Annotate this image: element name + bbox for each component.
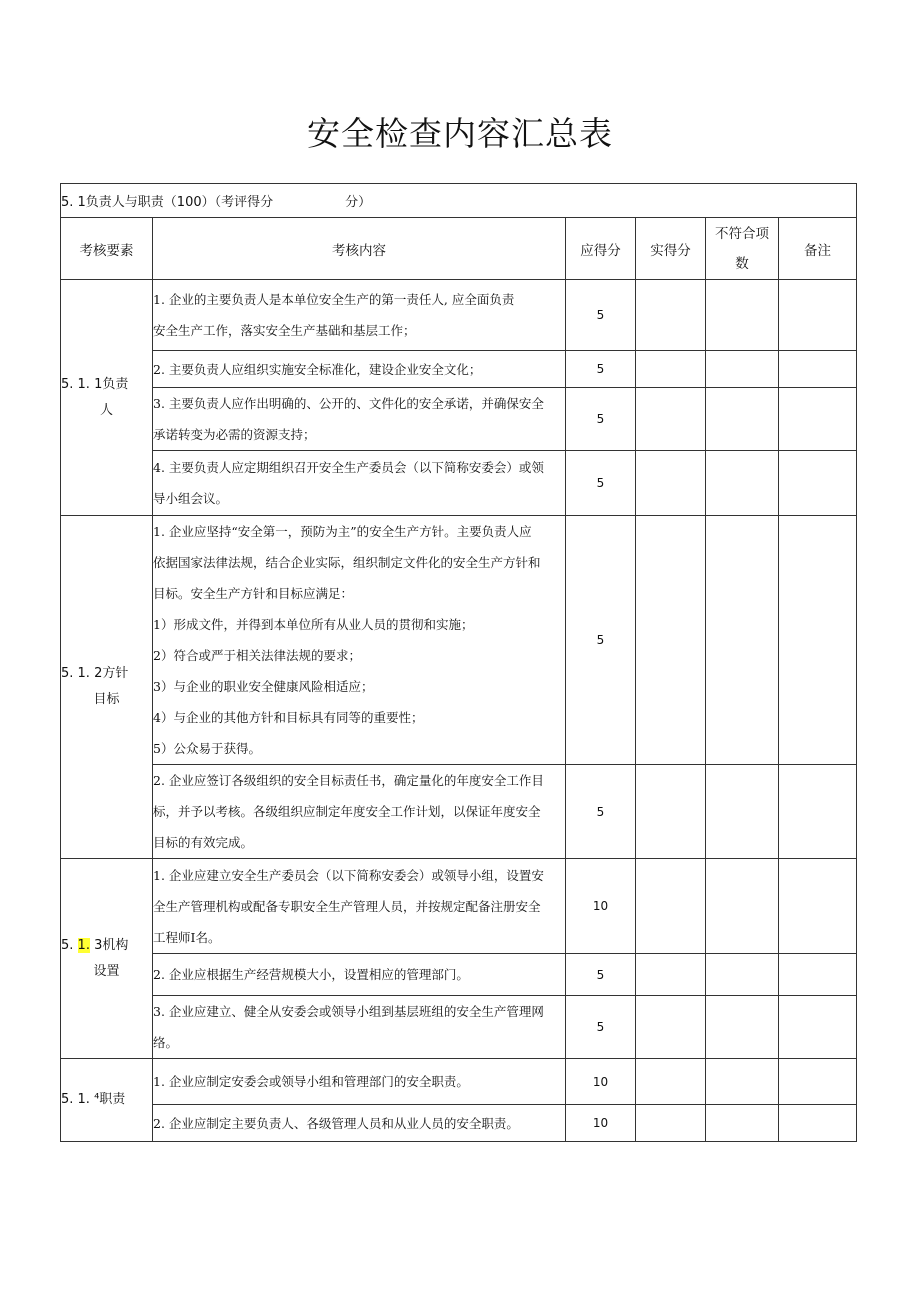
due-score: 10 [566,1105,636,1142]
content-line: 1. 企业应坚持“安全第一，预防为主”的安全生产方针。主要负责人应 [153,524,532,539]
due-score: 5 [566,996,636,1059]
nonconform-input[interactable] [706,1105,779,1142]
content-cell [153,954,566,996]
content-line: 导小组会议。 [153,491,229,506]
element-cell [61,280,153,516]
table-row [61,954,857,996]
table-row [61,1059,857,1105]
content-cell [153,451,566,516]
nonconform-input[interactable] [706,451,779,516]
due-score: 10 [566,859,636,954]
content-line: 全生产管理机构或配备专职安全生产管理人员，并按规定配备注册安全 [153,898,541,914]
section-suffix: 分） [345,195,372,210]
due-score: 5 [566,516,636,765]
content-line: 2. 主要负责人应组织实施安全标准化，建设企业安全文化； [153,361,482,377]
nonconform-input[interactable] [706,351,779,388]
element-name: 设置 [93,963,120,979]
actual-score-input[interactable] [636,996,706,1059]
due-score: 5 [566,388,636,451]
remark-input[interactable] [779,280,857,351]
content-cell [153,516,566,765]
content-line: 3）与企业的职业安全健康风险相适应； [153,679,374,694]
content-line: 5）公众易于获得。 [153,741,261,756]
remark-input[interactable] [779,388,857,451]
content-cell [153,351,566,388]
due-score: 5 [566,954,636,996]
content-line: 目标。安全生产方针和目标应满足： [153,586,354,601]
nonconform-input[interactable] [706,765,779,859]
nonconform-input[interactable] [706,280,779,351]
table-row [61,388,857,451]
header-element: 考核要素 [61,218,153,280]
content-line: 2. 企业应根据生产经营规模大小，设置相应的管理部门。 [153,967,469,982]
section-prefix: 5. 1负责人与职责（100）（考评得分 [61,195,274,210]
table-row [61,996,857,1059]
element-name: 目标 [93,692,120,707]
content-line: 2）符合或严于相关法律法规的要求； [153,648,361,663]
element-code-part: 5. [61,937,74,953]
content-line: 2. 企业应制定主要负责人、各级管理人员和从业人员的安全职责。 [153,1115,519,1131]
content-line: 4. 主要负责人应定期组织召开安全生产委员会（以下简称安委会）或领 [153,460,544,475]
content-line: 承诺转变为必需的资源支持； [153,427,316,442]
nonconform-input[interactable] [706,1059,779,1105]
header-due-score: 应得分 [566,218,636,280]
nonconform-input[interactable] [706,954,779,996]
table-row [61,1105,857,1142]
content-line: 标，并予以考核。各级组织应制定年度安全工作计划，以保证年度安全 [153,804,541,819]
content-line: 3. 主要负责人应作出明确的、公开的、文件化的安全承诺，并确保安全 [153,396,544,411]
remark-input[interactable] [779,1059,857,1105]
nonconform-input[interactable] [706,388,779,451]
element-cell [61,859,153,1059]
remark-input[interactable] [779,996,857,1059]
actual-score-input[interactable] [636,451,706,516]
content-line: 4）与企业的其他方针和目标具有同等的重要性； [153,710,424,725]
remark-input[interactable] [779,765,857,859]
actual-score-input[interactable] [636,859,706,954]
header-nonconform-line1: 不符合项 [715,225,769,242]
remark-input[interactable] [779,516,857,765]
element-name: 人 [99,402,113,418]
content-cell [153,996,566,1059]
content-line: 工程师I名。 [153,929,221,945]
due-score: 5 [566,351,636,388]
due-score: 10 [566,1059,636,1105]
content-cell [153,859,566,954]
element-code [61,933,152,959]
content-cell [153,388,566,451]
actual-score-input[interactable] [636,954,706,996]
due-score: 5 [566,451,636,516]
content-cell [153,1059,566,1105]
content-line: 络。 [153,1035,179,1050]
element-cell [61,1059,153,1142]
element-code-part: 3机构 [94,937,129,953]
table-row [61,351,857,388]
inspection-table [60,183,857,1142]
table-row [61,765,857,859]
header-nonconform-line2: 数 [735,255,749,272]
table-row [61,859,857,954]
due-score: 5 [566,280,636,351]
element-code: 5. 1. ⁴职责 [61,1092,126,1107]
header-actual-score: 实得分 [636,218,706,280]
actual-score-input[interactable] [636,280,706,351]
element-code: 5. 1. 2方针 [61,666,129,681]
actual-score-input[interactable] [636,765,706,859]
table-row [61,280,857,351]
remark-input[interactable] [779,1105,857,1142]
table-row [61,516,857,765]
nonconform-input[interactable] [706,516,779,765]
header-nonconform [706,218,779,280]
element-code-highlight: 1. [77,937,90,953]
remark-input[interactable] [779,351,857,388]
element-code: 5. 1. 1负责 [61,376,129,392]
remark-input[interactable] [779,954,857,996]
actual-score-input[interactable] [636,516,706,765]
content-line: 目标的有效完成。 [153,835,254,850]
section-header-row [61,184,857,218]
nonconform-input[interactable] [706,996,779,1059]
content-cell [153,1105,566,1142]
content-line: 1. 企业应制定安委会或领导小组和管理部门的安全职责。 [153,1074,469,1089]
header-content: 考核内容 [153,218,566,280]
actual-score-input[interactable] [636,351,706,388]
table-row [61,451,857,516]
content-line: 1. 企业应建立安全生产委员会（以下简称安委会）或领导小组，设置安 [153,867,544,883]
content-line: 安全生产工作，落实安全生产基础和基层工作； [153,323,416,338]
remark-input[interactable] [779,859,857,954]
content-line: 依据国家法律法规，结合企业实际，组织制定文件化的安全生产方针和 [153,555,541,570]
content-line: 1. 企业的主要负责人是本单位安全生产的第一责任人, 应全面负责 [153,292,515,307]
actual-score-input[interactable] [636,1059,706,1105]
section-header [61,184,857,218]
page-title: 安全检查内容汇总表 [307,114,613,153]
actual-score-input[interactable] [636,388,706,451]
content-line: 3. 企业应建立、健全从安委会或领导小组到基层班组的安全生产管理网 [153,1004,544,1019]
content-cell [153,765,566,859]
content-line: 2. 企业应签订各级组织的安全目标责任书，确定量化的年度安全工作目 [153,773,544,788]
remark-input[interactable] [779,451,857,516]
content-line: 1）形成文件，并得到本单位所有从业人员的贯彻和实施； [153,617,474,632]
actual-score-input[interactable] [636,1105,706,1142]
column-header-row [61,218,857,280]
element-cell [61,516,153,859]
content-cell [153,280,566,351]
header-remark: 备注 [779,218,857,280]
due-score: 5 [566,765,636,859]
nonconform-input[interactable] [706,859,779,954]
